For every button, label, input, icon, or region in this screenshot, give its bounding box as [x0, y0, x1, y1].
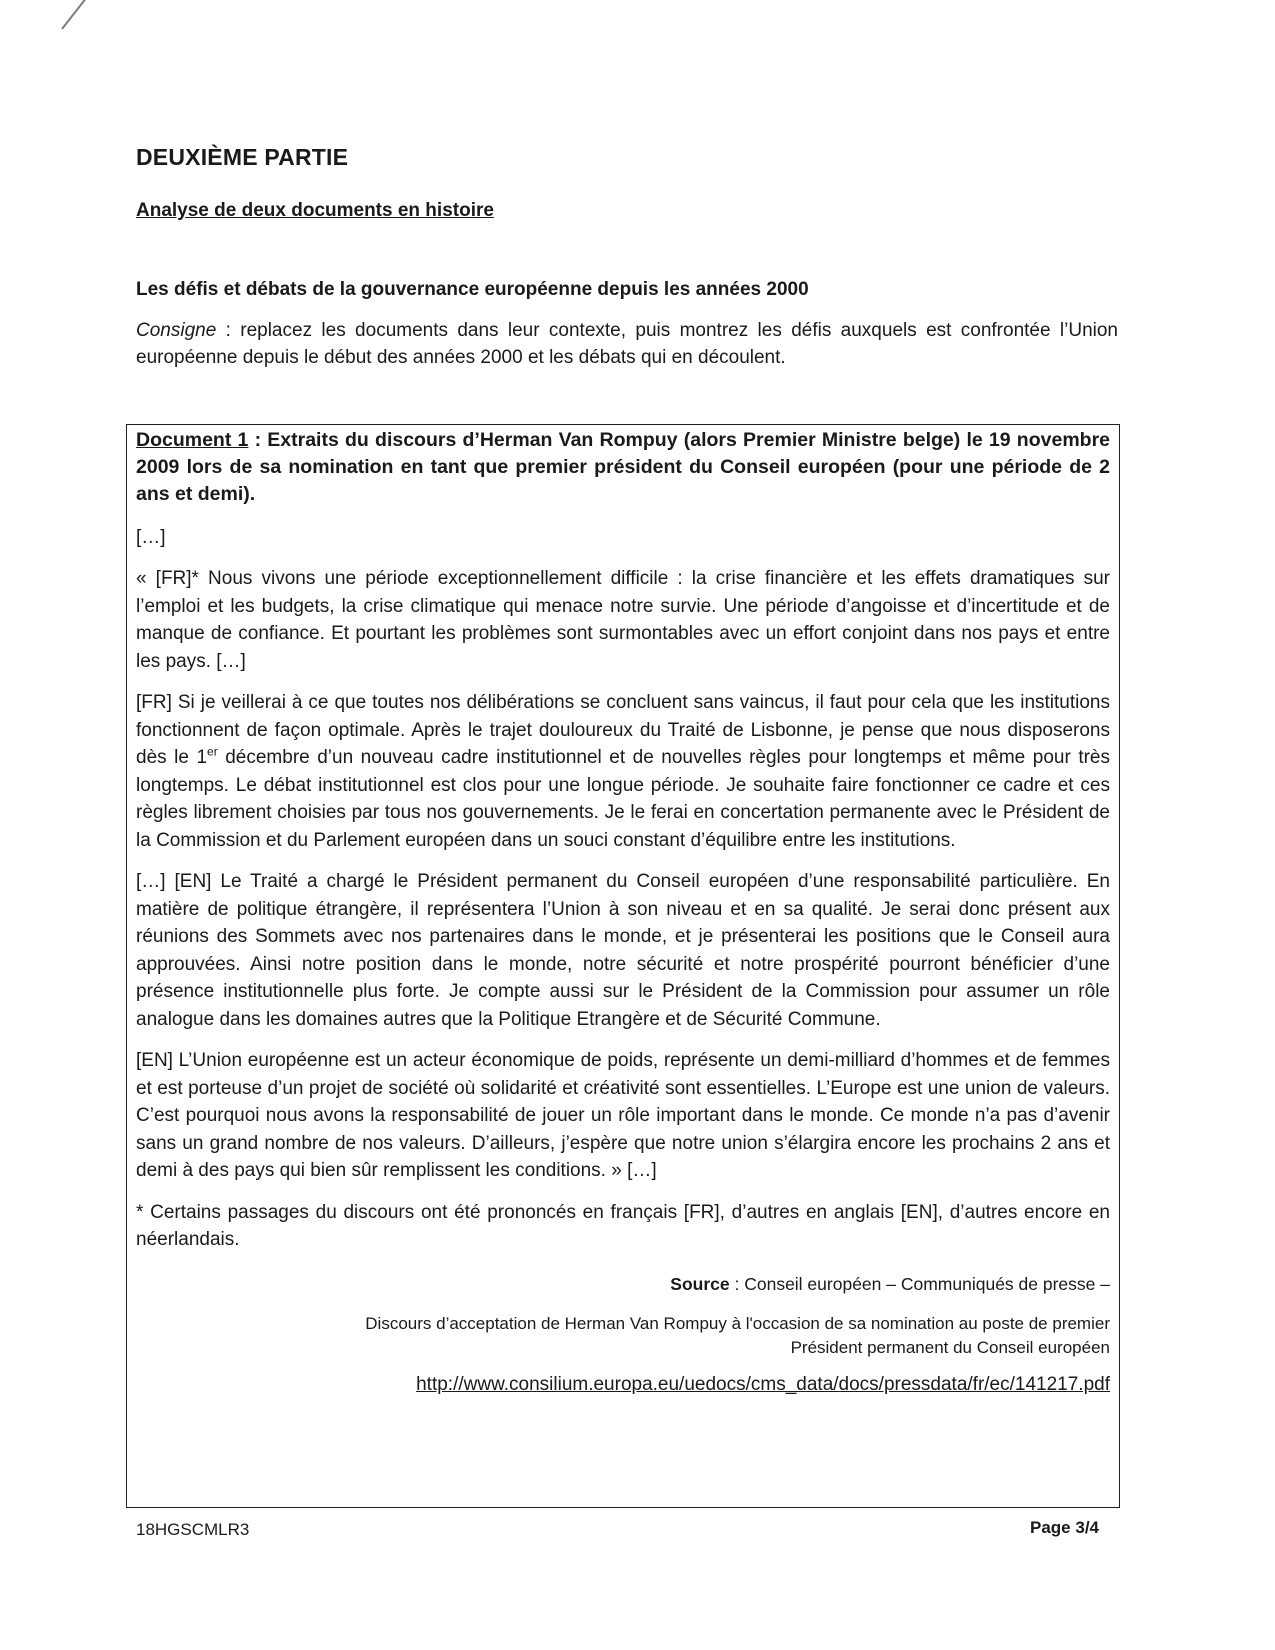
document-heading	[136, 427, 1110, 508]
source-text: : Conseil européen – Communiqués de presse –	[729, 1273, 1110, 1294]
paragraph-1: « [FR]* Nous vivons une période exceptionnellement difficile : la crise financière et les effets dramatiques sur l’emploi et les budgets, la crise climatique qui menace notre survie. Une période d’angoisse et d’incertitude et de manque de confiance. Et pourtant les problèmes sont surmontables avec un effort conjoint dans nos pays et entre les pays. […]	[136, 568, 1110, 672]
source-detail-line-2: Président permanent du Conseil européen	[790, 1337, 1110, 1357]
page-number-value: 3/4	[1075, 1518, 1099, 1537]
scan-pen-mark	[61, 0, 101, 30]
consigne-label: Consigne	[136, 320, 217, 341]
exam-code: 18HGSCMLR3	[136, 1520, 250, 1539]
part-title: DEUXIÈME PARTIE	[136, 144, 349, 170]
paragraph-2-superscript: er	[207, 744, 218, 759]
paragraph-4: [EN] L’Union européenne est un acteur économique de poids, représente un demi-milliard d’hommes et de femmes et est porteuse d’un projet de société où solidarité et créativité sont essentielles. L’Europe est une union de valeurs. C’est pourquoi nous avons la responsabilité de jouer un rôle important dans le monde. Ce monde n’a pas d’avenir sans un grand nombre de nos valeurs. D’ailleurs, j’espère que notre union s’élargira encore les prochains 2 ans et demi à des pays qui bien sûr remplissent les conditions. » […]	[136, 1050, 1110, 1181]
document-ellipsis: […]	[136, 527, 166, 548]
paragraph-2-start: [FR] Si je veillerai à ce que toutes nos délibérations se concluent sans vaincus, il faut pour cela que les institutions fonctionnent de façon optimale. Après le trajet douloureux du Traité de Lisbonne, je pense que nous disposerons dès le 1	[136, 692, 1110, 768]
source-detail	[136, 1312, 1110, 1360]
document-label: Document 1	[136, 429, 249, 451]
source-label: Source	[670, 1273, 730, 1294]
document-heading-text: : Extraits du discours d’Herman Van Rompuy (alors Premier Ministre belge) le 19 novembre 2009 lors de sa nomination en tant que premier président du Conseil européen (pour une période de 2 ans et demi).	[136, 429, 1110, 505]
page-label: Page	[1030, 1518, 1076, 1537]
document-content	[136, 427, 1110, 1398]
source-detail-line-1: Discours d’acceptation de Herman Van Rompuy à l'occasion de sa nomination au poste de premier	[365, 1313, 1110, 1333]
footnote: * Certains passages du discours ont été prononcés en français [FR], d’autres en anglais [EN], d’autres encore en néerlandais.	[136, 1201, 1110, 1250]
paragraph-2	[136, 689, 1110, 854]
theme-title: Les défis et débats de la gouvernance européenne depuis les années 2000	[136, 279, 809, 300]
consigne-text: : replacez les documents dans leur contexte, puis montrez les défis auxquels est confrontée l’Union européenne depuis le début des années 2000 et les débats qui en découlent.	[136, 320, 1118, 368]
page-number	[1030, 1518, 1099, 1538]
source-url-link[interactable]: http://www.consilium.europa.eu/uedocs/cms_data/docs/pressdata/fr/ec/141217.pdf	[416, 1373, 1110, 1395]
section-title: Analyse de deux documents en histoire	[136, 200, 494, 221]
source-line	[136, 1272, 1110, 1296]
paragraph-2-end: décembre d’un nouveau cadre institutionnel et de nouvelles règles pour longtemps et même pour très longtemps. Le débat institutionnel est clos pour une longue période. Je souhaite faire fonctionner ce cadre et ces règles librement choisies par tous nos gouvernements. Je le ferai en concertation permanente avec le Président de la Commission et du Parlement européen dans un souci constant d’équilibre entre les institutions.	[136, 747, 1110, 851]
consigne	[136, 317, 1118, 371]
document-box	[126, 424, 1120, 1508]
paragraph-3: […] [EN] Le Traité a chargé le Président permanent du Conseil européen d’une responsabilité particulière. En matière de politique étrangère, il représentera l’Union à son niveau et en sa qualité. Je serai donc présent aux réunions des Sommets avec nos partenaires dans le monde, et je présenterai les positions que le Conseil aura approuvées. Ainsi notre position dans le monde, notre sécurité et notre prospérité pourront bénéficier d’une présence institutionnelle plus forte. Je compte aussi sur le Président de la Commission pour assumer un rôle analogue dans les domaines autres que la Politique Etrangère et de Sécurité Commune.	[136, 871, 1110, 1030]
